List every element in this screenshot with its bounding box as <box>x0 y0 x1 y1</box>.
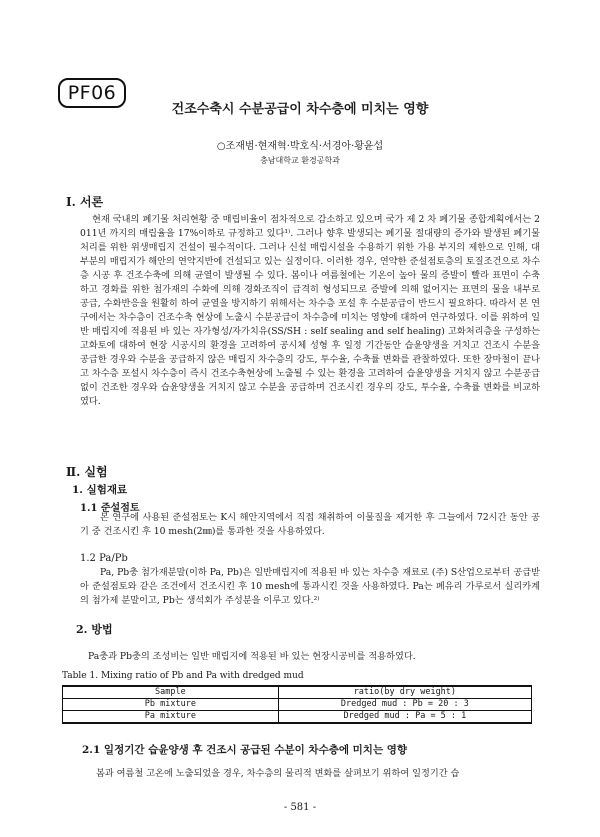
papb-paragraph: Pa, Pb충 첨가재분말(이하 Pa, Pb)은 일반매립지에 적용된 바 있는 차수층 재료로 (주) S산업으로부터 공급받아 준설점토와 같은 조건에서 건조시킨 후 10 mesh에 통과시킨 것을 사용하였다. Pa는 폐유리 가루로서 실리카계의 첨가제 분말이고, Pb는 생석회가 주성분을 이루고 있다.²⁾ <box>80 567 540 606</box>
table-cell-sample: Pb mixture <box>63 699 279 711</box>
table-cell-sample: Pa mixture <box>63 711 279 724</box>
clay-heading: 1.1 준설점토 <box>80 503 140 514</box>
subsection-2-1-heading: 2.1 일정기간 습윤양생 후 건조시 공급된 수분이 차수층에 미치는 영향 <box>82 744 408 756</box>
mixing-ratio-table <box>62 685 532 724</box>
table-row <box>63 699 532 711</box>
table-header-sample: Sample <box>63 686 279 699</box>
method-paragraph: Pa충과 Pb충의 조성비는 일반 매립지에 적용된 바 있는 현장시공비를 적용하였다. <box>88 651 416 662</box>
table-cell-ratio: Dredged mud : Pa = 5 : 1 <box>278 711 531 724</box>
papb-heading: 1.2 Pa/Pb <box>80 553 128 564</box>
affiliation: 충남대학교 환경공학과 <box>260 156 340 165</box>
clay-paragraph: 본 연구에 사용된 준설점토는 K시 해안지역에서 직접 채취하여 이물질을 제거한 후 그늘에서 72시간 동안 공기 중 건조시킨 후 10 mesh(2㎜)를 통과한 것을 사용하였다. <box>80 512 540 537</box>
subsection-2-1-paragraph: 봄과 여름철 고온에 노출되었을 경우, 차수층의 물리적 변화를 살펴보기 위하여 일정기간 습 <box>96 768 460 779</box>
method-heading: 2. 방법 <box>76 623 113 636</box>
author-list: ○조재범·현재혁·박호식·서경아·황윤섭 <box>216 141 384 152</box>
intro-heading: Ⅰ. 서론 <box>66 195 104 209</box>
materials-heading: 1. 실험재료 <box>72 484 128 496</box>
table-header-ratio: ratio(by dry weight) <box>278 686 531 699</box>
paper-title: 건조수축시 수분공급이 차수층에 미치는 영향 <box>171 102 429 117</box>
experiment-heading: Ⅱ. 실험 <box>66 465 108 479</box>
page-number: - 581 - <box>283 802 317 813</box>
table-header-row <box>63 686 532 699</box>
paper-id-badge: PF06 <box>58 78 126 108</box>
table-cell-ratio: Dredged mud : Pb = 20 : 3 <box>278 699 531 711</box>
table-caption: Table 1. Mixing ratio of Pb and Pa with dredged mud <box>62 671 304 681</box>
table-row <box>63 711 532 724</box>
intro-paragraph: 현재 국내의 폐기물 처리현황 중 매립비율이 점차적으로 감소하고 있으며 국가 제 2 차 폐기물 종합계획에서는 2011년 까지의 매립율을 17%이하로 규정하고 있다¹⁾. 그러나 향후 발생되는 폐기물 절대량의 증가와 발생된 폐기물 처리를 위한 위생매립지 건설이 필수적이다. 그러나 신설 매립시설을 수용하기 위한 가용 부지의 제한으로 인해, 대부분의 매립지가 해안의 연약지반에 건설되고 있는 실정이다. 이러한 경우, 연약한 준설점토층의 토질조건으로 차수층 시공 후 건조수축에 의해 균열이 발생될 수 있다. 봄이나 여름철에는 기온이 높아 물의 증발이 빨라 표면이 수축하고 경화를 위한 첨가재의 수화에 의해 경화조직이 급격히 형성되므로 증발에 의해 없어지는 표면의 물을 내부로 공급, 수화반응을 원활히 하여 균열을 방지하기 위해서는 차수층 포설 후 수분공급이 반드시 필요하다. 따라서 본 연구에서는 차수층이 건조수축 현상에 노출시 수분공급이 차수층에 미치는 영향에 대하여 연구하였다. 이를 위하여 일반 매립지에 적용된 바 있는 자가형성/자가치유(SS/SH : self sealing and self healing) 고화처리층을 구성하는 고화토에 대하여 현장 시공시의 환경을 고려하여 공시체 성형 후 일정 기간동안 습윤양생을 거치고 건조시 수분을 공급한 경우와 수분을 공급하지 않은 매립지 차수층의 강도, 투수율, 수축률 변화를 관찰하였다. 또한 장마철이 끝나고 차수층 포설시 차수층이 즉시 건조수축현상에 노출될 수 있는 환경을 고려하여 습윤양생을 거치지 않고 수분공급 없이 건조한 경우와 습윤양생을 거치지 않고 수분을 공급하며 건조시킨 경우의 강도, 투수율, 수축률 변화를 비교하였다. <box>80 214 540 407</box>
